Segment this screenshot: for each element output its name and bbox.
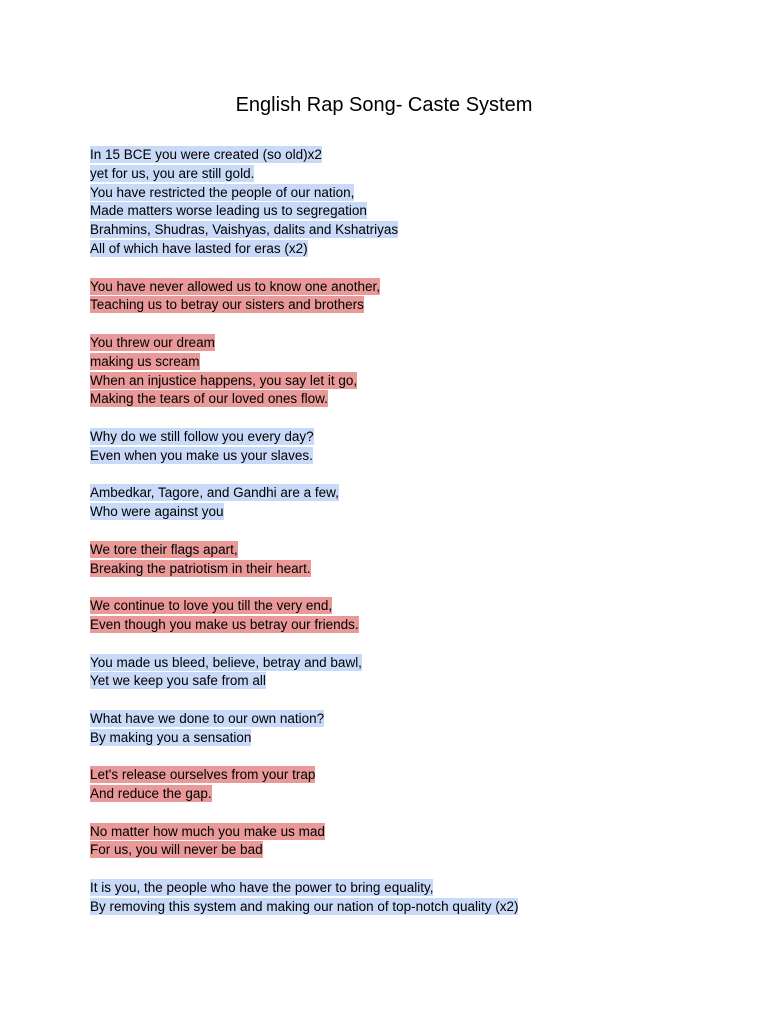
lyric-line-text: You made us bleed, believe, betray and bawl, xyxy=(90,654,362,670)
stanza xyxy=(90,428,710,466)
lyric-line xyxy=(90,240,710,259)
stanza xyxy=(90,597,710,635)
stanza xyxy=(90,541,710,579)
lyric-line-text: Let's release ourselves from your trap xyxy=(90,767,316,783)
stanza xyxy=(90,146,710,259)
lyric-line-text: All of which have lasted for eras (x2) xyxy=(90,240,308,256)
lyric-line xyxy=(90,597,710,616)
lyric-line xyxy=(90,766,710,785)
lyric-line-text: We tore their flags apart, xyxy=(90,541,238,557)
lyric-line xyxy=(90,296,710,315)
lyric-line-text: For us, you will never be bad xyxy=(90,842,263,858)
lyric-line xyxy=(90,221,710,240)
lyric-line-text: making us scream xyxy=(90,353,200,369)
lyric-line-text: Teaching us to betray our sisters and brothers xyxy=(90,297,364,313)
lyric-line-text: Brahmins, Shudras, Vaishyas, dalits and Kshatriyas xyxy=(90,222,399,238)
lyric-line xyxy=(90,428,710,447)
lyric-line xyxy=(90,334,710,353)
lyric-line xyxy=(90,729,710,748)
lyric-line-text: By removing this system and making our nation of top-notch quality (x2) xyxy=(90,898,519,914)
lyric-line-text: Making the tears of our loved ones flow. xyxy=(90,391,328,407)
lyric-line xyxy=(90,560,710,579)
lyric-line xyxy=(90,165,710,184)
stanza xyxy=(90,278,710,316)
stanza xyxy=(90,766,710,804)
document-title: English Rap Song- Caste System xyxy=(235,94,533,116)
stanza xyxy=(90,334,710,409)
lyric-line-text: We continue to love you till the very end, xyxy=(90,598,333,614)
lyric-line xyxy=(90,184,710,203)
lyric-line xyxy=(90,672,710,691)
lyric-line-text: yet for us, you are still gold. xyxy=(90,165,255,181)
lyric-line xyxy=(90,898,710,917)
lyric-line-text: Why do we still follow you every day? xyxy=(90,428,314,444)
lyric-line xyxy=(90,278,710,297)
lyric-line-text: In 15 BCE you were created (so old)x2 xyxy=(90,147,322,162)
lyric-line xyxy=(90,541,710,560)
lyric-line-text: It is you, the people who have the power to bring equality, xyxy=(90,880,434,896)
lyric-line xyxy=(90,503,710,522)
lyric-line-text: You have restricted the people of our nation, xyxy=(90,184,355,200)
lyric-line xyxy=(90,841,710,860)
lyric-line xyxy=(90,390,710,409)
lyric-line xyxy=(90,710,710,729)
stanza xyxy=(90,710,710,748)
lyric-line-text: Ambedkar, Tagore, and Gandhi are a few, xyxy=(90,485,339,501)
lyric-line xyxy=(90,823,710,842)
lyric-line xyxy=(90,353,710,372)
lyric-line xyxy=(90,146,710,165)
lyric-line xyxy=(90,447,710,466)
lyric-line-text: By making you a sensation xyxy=(90,729,252,745)
lyric-line-text: Even though you make us betray our friends. xyxy=(90,616,359,632)
lyric-line xyxy=(90,654,710,673)
lyric-line-text: What have we done to our own nation? xyxy=(90,710,325,726)
lyric-line-text: You threw our dream xyxy=(90,334,215,350)
stanza xyxy=(90,823,710,861)
lyric-line xyxy=(90,372,710,391)
lyric-line xyxy=(90,202,710,221)
stanza xyxy=(90,879,710,917)
lyric-line xyxy=(90,616,710,635)
lyric-line-text: Breaking the patriotism in their heart. xyxy=(90,560,311,576)
lyric-line-text: No matter how much you make us mad xyxy=(90,823,325,839)
lyrics-body xyxy=(90,146,710,935)
lyric-line-text: When an injustice happens, you say let it go, xyxy=(90,372,358,388)
lyric-line-text: Who were against you xyxy=(90,504,224,520)
lyric-line xyxy=(90,785,710,804)
stanza xyxy=(90,654,710,692)
lyric-line-text: Yet we keep you safe from all xyxy=(90,673,266,689)
lyric-line-text: You have never allowed us to know one another, xyxy=(90,278,380,294)
lyric-line-text: Made matters worse leading us to segregation xyxy=(90,203,367,219)
lyric-line-text: And reduce the gap. xyxy=(90,786,212,802)
lyric-line-text: Even when you make us your slaves. xyxy=(90,447,313,463)
lyric-line xyxy=(90,879,710,898)
lyric-line xyxy=(90,484,710,503)
stanza xyxy=(90,484,710,522)
